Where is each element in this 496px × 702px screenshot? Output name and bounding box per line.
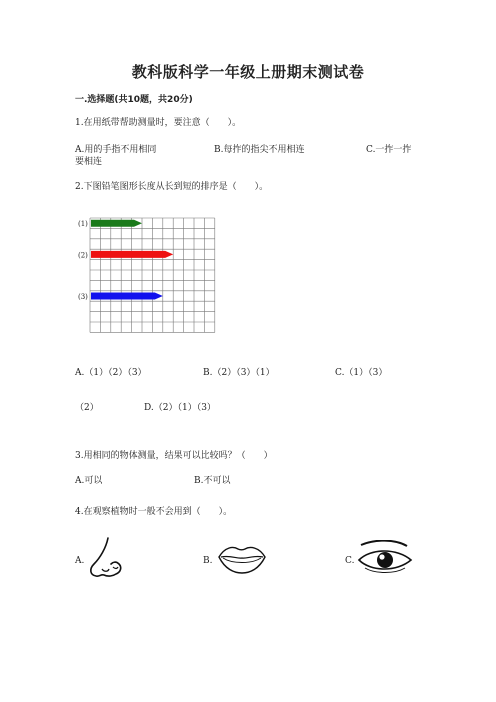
pencil-label-3: (3) bbox=[78, 293, 88, 301]
question-3-stem: 3.用相同的物体测量，结果可以比较吗？（ ） bbox=[75, 451, 273, 461]
question-2-option-c: C.（1）（3） bbox=[335, 368, 388, 378]
question-1-stem: 1.在用纸带帮助测量时，要注意（ ）。 bbox=[75, 118, 242, 128]
question-4-option-a: A. bbox=[75, 556, 85, 566]
pencil-bar-1 bbox=[91, 220, 142, 227]
question-2-option-d: D.（2）（1）（3） bbox=[144, 403, 216, 413]
question-4-option-c: C. bbox=[345, 556, 355, 566]
question-3-option-a: A.可以 bbox=[75, 476, 103, 486]
question-2-option-a: A.（1）（2）（3） bbox=[75, 368, 147, 378]
pencil-grid bbox=[76, 216, 218, 338]
question-1-option-c: C.一拃一拃 bbox=[366, 145, 412, 155]
question-2-option-b: B.（2）（3）（1） bbox=[203, 368, 275, 378]
question-4-option-b: B. bbox=[203, 556, 213, 566]
question-3-option-b: B.不可以 bbox=[194, 476, 231, 486]
grid-lines bbox=[90, 218, 215, 332]
question-1-option-b: B.每拃的指尖不用相连 bbox=[214, 145, 305, 155]
question-1-option-c-continued: 要相连 bbox=[75, 157, 103, 167]
mouth-icon bbox=[217, 543, 267, 579]
nose-icon bbox=[86, 536, 126, 582]
pencil-grid-figure bbox=[76, 216, 218, 342]
pencil-bar-2 bbox=[91, 251, 173, 258]
question-2-option-c-continued: （2） bbox=[75, 403, 99, 413]
pencil-label-2: (2) bbox=[78, 251, 88, 260]
section-heading: 一.选择题(共10题，共20分) bbox=[75, 95, 193, 105]
page-title: 教科版科学一年级上册期末测试卷 bbox=[131, 63, 365, 81]
question-2-stem: 2.下图铅笔图形长度从长到短的排序是（ ）。 bbox=[75, 182, 269, 192]
question-4-stem: 4.在观察植物时一般不会用到（ ）。 bbox=[75, 507, 233, 517]
pencil-label-1: (1) bbox=[78, 220, 88, 229]
eye-icon bbox=[357, 540, 413, 580]
question-1-option-a: A.用的手指不用相同 bbox=[75, 145, 157, 155]
pencil-bar-3 bbox=[91, 293, 163, 300]
